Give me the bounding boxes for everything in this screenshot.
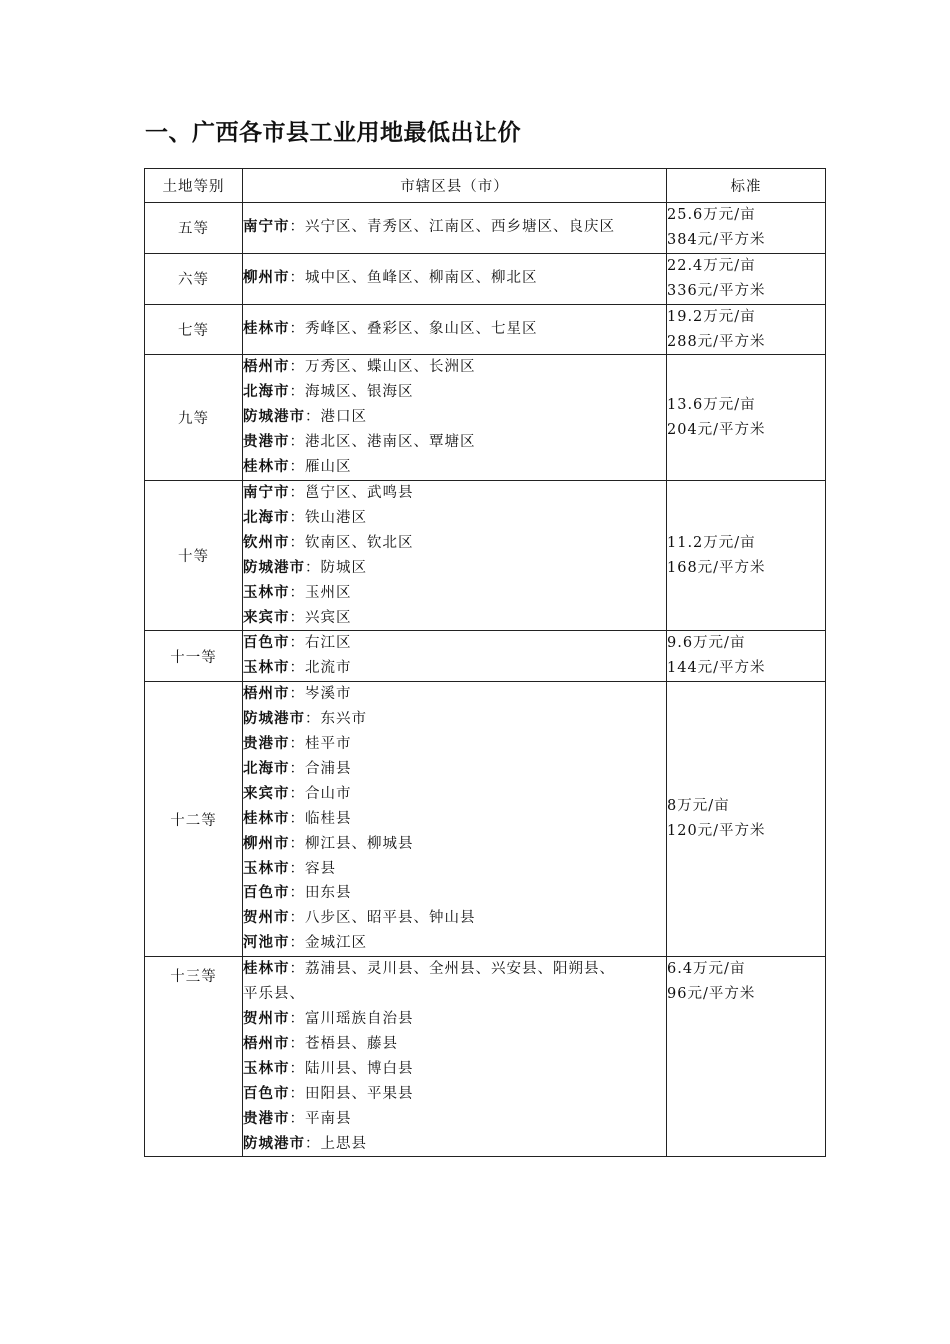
area-line xyxy=(243,782,666,807)
area-line xyxy=(243,957,666,982)
city-name: 防城港市 xyxy=(243,1135,305,1152)
district-list: 雁山区 xyxy=(305,459,352,476)
standard-cell xyxy=(667,253,826,304)
city-separator: ： xyxy=(289,584,305,601)
area-line xyxy=(243,682,666,707)
area-line xyxy=(243,857,666,882)
district-list: 兴宾区 xyxy=(305,609,352,626)
table-row xyxy=(145,203,826,254)
city-separator: ： xyxy=(305,1135,321,1152)
district-list: 岑溪市 xyxy=(305,686,352,703)
city-name: 贺州市 xyxy=(243,910,290,927)
city-separator: ： xyxy=(289,219,305,236)
district-list: 钦南区、钦北区 xyxy=(305,534,414,551)
price-per-sqm: 96元/平方米 xyxy=(667,986,756,1003)
district-list: 富川瑶族自治县 xyxy=(305,1011,414,1027)
header-area: 市辖区县（市） xyxy=(243,169,667,203)
table-row xyxy=(145,631,826,682)
table-row xyxy=(145,682,826,957)
area-cell xyxy=(243,631,667,682)
area-line xyxy=(243,982,666,1007)
area-line xyxy=(243,906,666,931)
district-list: 合山市 xyxy=(305,785,352,802)
city-separator: ： xyxy=(289,686,305,703)
district-list: 防城区 xyxy=(320,559,367,576)
city-separator: ： xyxy=(289,434,305,451)
city-name: 梧州市 xyxy=(243,1035,290,1052)
city-name: 柳州市 xyxy=(243,270,290,287)
grade-cell: 十等 xyxy=(145,480,243,630)
city-separator: ： xyxy=(289,609,305,626)
district-list: 邕宁区、武鸣县 xyxy=(305,484,414,501)
city-name: 北海市 xyxy=(243,384,290,401)
area-cell xyxy=(243,957,667,1157)
city-name: 南宁市 xyxy=(243,484,290,501)
area-line xyxy=(243,556,666,581)
area-line xyxy=(243,931,666,956)
city-name: 钦州市 xyxy=(243,534,290,551)
district-list: 上思县 xyxy=(320,1135,367,1152)
area-line xyxy=(243,1057,666,1082)
area-line xyxy=(243,631,666,656)
district-list: 金城江区 xyxy=(305,935,367,952)
price-per-sqm: 120元/平方米 xyxy=(667,823,766,840)
district-list: 柳江县、柳城县 xyxy=(305,835,414,852)
area-line xyxy=(243,881,666,906)
city-name: 梧州市 xyxy=(243,686,290,703)
city-separator: ： xyxy=(289,1110,305,1127)
city-separator: ： xyxy=(289,384,305,401)
area-line xyxy=(243,1082,666,1107)
district-list: 海城区、银海区 xyxy=(305,384,414,401)
city-name: 梧州市 xyxy=(243,359,290,376)
header-standard: 标准 xyxy=(667,169,826,203)
city-name: 百色市 xyxy=(243,635,290,652)
page-title: 一、广西各市县工业用地最低出让价 xyxy=(145,120,521,146)
area-line xyxy=(243,1132,666,1157)
city-separator: ： xyxy=(289,885,305,902)
area-line xyxy=(243,581,666,606)
district-list: 桂平市 xyxy=(305,736,352,753)
city-separator: ： xyxy=(289,459,305,476)
area-line xyxy=(243,707,666,732)
district-list: 铁山港区 xyxy=(305,509,367,526)
area-line xyxy=(243,732,666,757)
city-separator: ： xyxy=(289,484,305,501)
standard-cell xyxy=(667,355,826,481)
district-list: 荔浦县、灵川县、全州县、兴安县、阳朔县、 xyxy=(305,961,615,978)
district-list: 万秀区、蝶山区、长洲区 xyxy=(305,359,476,376)
grade-cell: 七等 xyxy=(145,304,243,355)
city-name: 防城港市 xyxy=(243,559,305,576)
table-header-row xyxy=(145,169,826,203)
city-name: 玉林市 xyxy=(243,860,290,877)
city-name: 贵港市 xyxy=(243,736,290,753)
city-name: 桂林市 xyxy=(243,961,290,978)
city-separator: ： xyxy=(289,961,305,978)
district-list: 临桂县 xyxy=(305,810,352,827)
city-separator: ： xyxy=(289,910,305,927)
price-per-sqm: 168元/平方米 xyxy=(667,559,766,576)
area-line xyxy=(243,757,666,782)
city-name: 桂林市 xyxy=(243,459,290,476)
district-list: 右江区 xyxy=(305,635,352,652)
land-price-table xyxy=(144,168,826,1157)
area-cell xyxy=(243,203,667,254)
area-cell xyxy=(243,304,667,355)
district-list: 八步区、昭平县、钟山县 xyxy=(305,910,476,927)
city-separator: ： xyxy=(289,660,305,677)
city-separator: ： xyxy=(289,1060,305,1077)
grade-cell: 十三等 xyxy=(145,957,243,1157)
area-line xyxy=(243,405,666,430)
city-separator: ： xyxy=(305,409,321,426)
price-per-mu: 9.6万元/亩 xyxy=(667,635,746,652)
district-list: 田阳县、平果县 xyxy=(305,1085,414,1102)
district-list: 容县 xyxy=(305,860,336,877)
price-per-mu: 8万元/亩 xyxy=(667,798,730,815)
district-list: 北流市 xyxy=(305,660,352,677)
grade-cell: 六等 xyxy=(145,253,243,304)
city-separator: ： xyxy=(305,559,321,576)
city-name: 河池市 xyxy=(243,935,290,952)
city-separator: ： xyxy=(289,321,305,338)
price-per-mu: 13.6万元/亩 xyxy=(667,396,756,413)
area-cell xyxy=(243,253,667,304)
district-list: 平乐县、 xyxy=(243,986,305,1003)
city-name: 来宾市 xyxy=(243,609,290,626)
city-name: 玉林市 xyxy=(243,660,290,677)
area-line xyxy=(243,317,666,342)
price-per-sqm: 204元/平方米 xyxy=(667,421,766,438)
district-list: 城中区、鱼峰区、柳南区、柳北区 xyxy=(305,270,538,287)
city-separator: ： xyxy=(305,711,321,728)
city-separator: ： xyxy=(289,359,305,376)
grade-cell: 十一等 xyxy=(145,631,243,682)
district-list: 港口区 xyxy=(320,409,367,426)
area-line xyxy=(243,656,666,681)
standard-cell xyxy=(667,682,826,957)
city-name: 贺州市 xyxy=(243,1011,290,1027)
area-line xyxy=(243,455,666,480)
price-per-mu: 25.6万元/亩 xyxy=(667,207,756,223)
city-name: 防城港市 xyxy=(243,409,305,426)
table-row xyxy=(145,957,826,1157)
city-separator: ： xyxy=(289,835,305,852)
table-row xyxy=(145,253,826,304)
city-name: 来宾市 xyxy=(243,785,290,802)
area-cell xyxy=(243,480,667,630)
price-per-mu: 19.2万元/亩 xyxy=(667,308,756,325)
district-list: 东兴市 xyxy=(320,711,367,728)
district-list: 田东县 xyxy=(305,885,352,902)
city-separator: ： xyxy=(289,760,305,777)
city-separator: ： xyxy=(289,736,305,753)
grade-cell: 十二等 xyxy=(145,682,243,957)
city-name: 百色市 xyxy=(243,885,290,902)
district-list: 港北区、港南区、覃塘区 xyxy=(305,434,476,451)
area-line xyxy=(243,266,666,291)
price-per-sqm: 384元/平方米 xyxy=(667,231,766,248)
area-line xyxy=(243,215,666,240)
table-row xyxy=(145,304,826,355)
district-list: 陆川县、博白县 xyxy=(305,1060,414,1077)
city-name: 玉林市 xyxy=(243,584,290,601)
standard-cell xyxy=(667,203,826,254)
area-line xyxy=(243,807,666,832)
area-line xyxy=(243,832,666,857)
standard-cell xyxy=(667,480,826,630)
city-name: 北海市 xyxy=(243,509,290,526)
district-list: 秀峰区、叠彩区、象山区、七星区 xyxy=(305,321,538,338)
city-separator: ： xyxy=(289,270,305,287)
area-line xyxy=(243,481,666,506)
grade-cell: 九等 xyxy=(145,355,243,481)
city-name: 柳州市 xyxy=(243,835,290,852)
price-per-mu: 6.4万元/亩 xyxy=(667,961,746,978)
city-separator: ： xyxy=(289,635,305,652)
area-line xyxy=(243,1032,666,1057)
price-per-sqm: 288元/平方米 xyxy=(667,333,766,350)
city-separator: ： xyxy=(289,509,305,526)
area-line xyxy=(243,430,666,455)
area-line xyxy=(243,506,666,531)
price-per-mu: 11.2万元/亩 xyxy=(667,534,756,551)
area-line xyxy=(243,531,666,556)
city-name: 桂林市 xyxy=(243,810,290,827)
district-list: 合浦县 xyxy=(305,760,352,777)
standard-cell xyxy=(667,304,826,355)
city-name: 桂林市 xyxy=(243,321,290,338)
area-line xyxy=(243,380,666,405)
city-separator: ： xyxy=(289,1035,305,1052)
city-separator: ： xyxy=(289,1085,305,1102)
price-per-sqm: 144元/平方米 xyxy=(667,660,766,677)
city-name: 玉林市 xyxy=(243,1060,290,1077)
city-name: 南宁市 xyxy=(243,219,290,236)
area-line xyxy=(243,606,666,631)
standard-cell xyxy=(667,631,826,682)
district-list: 平南县 xyxy=(305,1110,352,1127)
area-line xyxy=(243,1007,666,1032)
standard-cell xyxy=(667,957,826,1157)
table-row xyxy=(145,480,826,630)
table-row xyxy=(145,355,826,481)
city-name: 百色市 xyxy=(243,1085,290,1102)
area-cell xyxy=(243,682,667,957)
city-separator: ： xyxy=(289,935,305,952)
price-per-mu: 22.4万元/亩 xyxy=(667,257,756,274)
grade-cell: 五等 xyxy=(145,203,243,254)
area-cell xyxy=(243,355,667,481)
city-name: 贵港市 xyxy=(243,434,290,451)
district-list: 苍梧县、藤县 xyxy=(305,1035,398,1052)
city-separator: ： xyxy=(289,860,305,877)
city-name: 贵港市 xyxy=(243,1110,290,1127)
price-per-sqm: 336元/平方米 xyxy=(667,282,766,299)
city-name: 防城港市 xyxy=(243,711,305,728)
city-separator: ： xyxy=(289,534,305,551)
district-list: 兴宁区、青秀区、江南区、西乡塘区、良庆区 xyxy=(305,219,615,236)
area-line xyxy=(243,355,666,380)
city-separator: ： xyxy=(289,810,305,827)
city-name: 北海市 xyxy=(243,760,290,777)
city-separator: ： xyxy=(289,1011,305,1027)
header-grade: 土地等别 xyxy=(145,169,243,203)
district-list: 玉州区 xyxy=(305,584,352,601)
area-line xyxy=(243,1107,666,1132)
city-separator: ： xyxy=(289,785,305,802)
